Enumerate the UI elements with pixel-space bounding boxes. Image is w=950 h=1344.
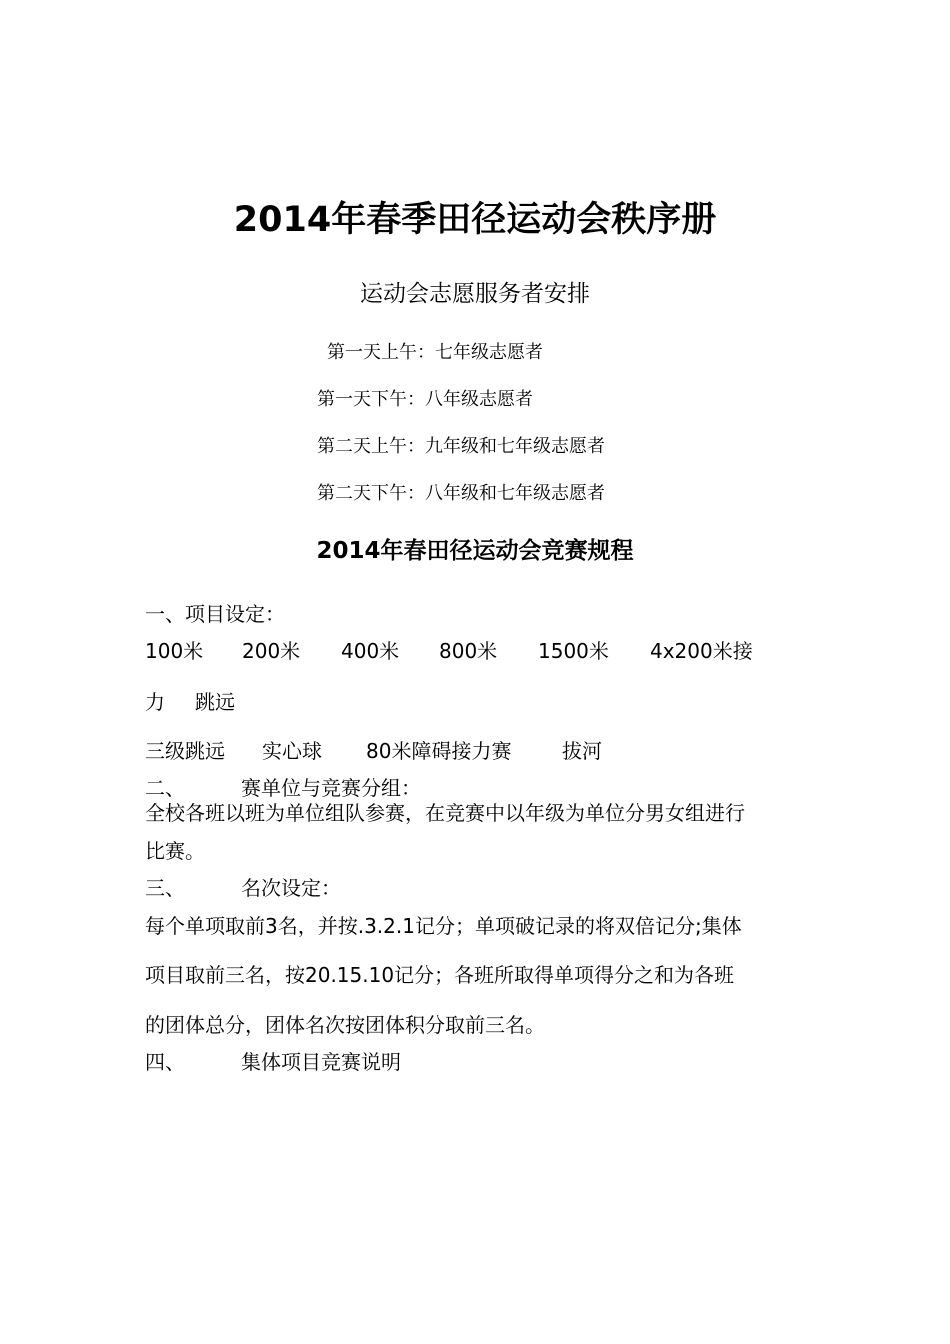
section-4-number: 四、 xyxy=(145,1050,185,1074)
section-3-line: 的团体总分，团体名次按团体积分取前三名。 xyxy=(145,1013,545,1037)
volunteer-item: 第一天上午：七年级志愿者 xyxy=(327,342,543,363)
event-item: 4x200米接 xyxy=(650,639,753,663)
event-item: 实心球 xyxy=(262,739,322,763)
document-title: 2014年春季田径运动会秩序册 xyxy=(233,200,717,240)
event-item: 200米 xyxy=(242,639,301,663)
event-item: 400米 xyxy=(341,639,400,663)
volunteer-item: 第二天下午：八年级和七年级志愿者 xyxy=(317,483,605,504)
section-4-heading: 集体项目竞赛说明 xyxy=(241,1050,401,1074)
section-3-number: 三、 xyxy=(145,876,185,900)
section-3-line: 项目取前三名，按20.15.10记分；各班所取得单项得分之和为各班 xyxy=(145,963,735,987)
event-item: 1500米 xyxy=(538,639,609,663)
rules-title: 2014年春田径运动会竞赛规程 xyxy=(316,538,634,564)
volunteer-heading: 运动会志愿服务者安排 xyxy=(360,281,590,307)
event-item: 三级跳远 xyxy=(145,739,225,763)
section-2-line: 全校各班以班为单位组队参赛，在竞赛中以年级为单位分男女组进行 xyxy=(145,801,745,825)
section-2-heading: 赛单位与竞赛分组： xyxy=(241,776,421,800)
section-3-heading: 名次设定： xyxy=(241,876,341,900)
event-item: 80米障碍接力赛 xyxy=(366,739,512,763)
section-1-heading: 一、项目设定： xyxy=(145,602,285,626)
section-2-line: 比赛。 xyxy=(145,839,205,863)
section-3-line: 每个单项取前3名，并按.3.2.1记分；单项破记录的将双倍记分;集体 xyxy=(145,914,742,938)
event-item: 100米 xyxy=(145,639,204,663)
event-item: 力 xyxy=(145,690,165,714)
event-item: 拔河 xyxy=(562,739,602,763)
volunteer-item: 第二天上午：九年级和七年级志愿者 xyxy=(317,436,605,457)
section-2-number: 二、 xyxy=(145,776,185,800)
event-item: 800米 xyxy=(439,639,498,663)
event-item: 跳远 xyxy=(195,690,235,714)
volunteer-item: 第一天下午：八年级志愿者 xyxy=(317,389,533,410)
